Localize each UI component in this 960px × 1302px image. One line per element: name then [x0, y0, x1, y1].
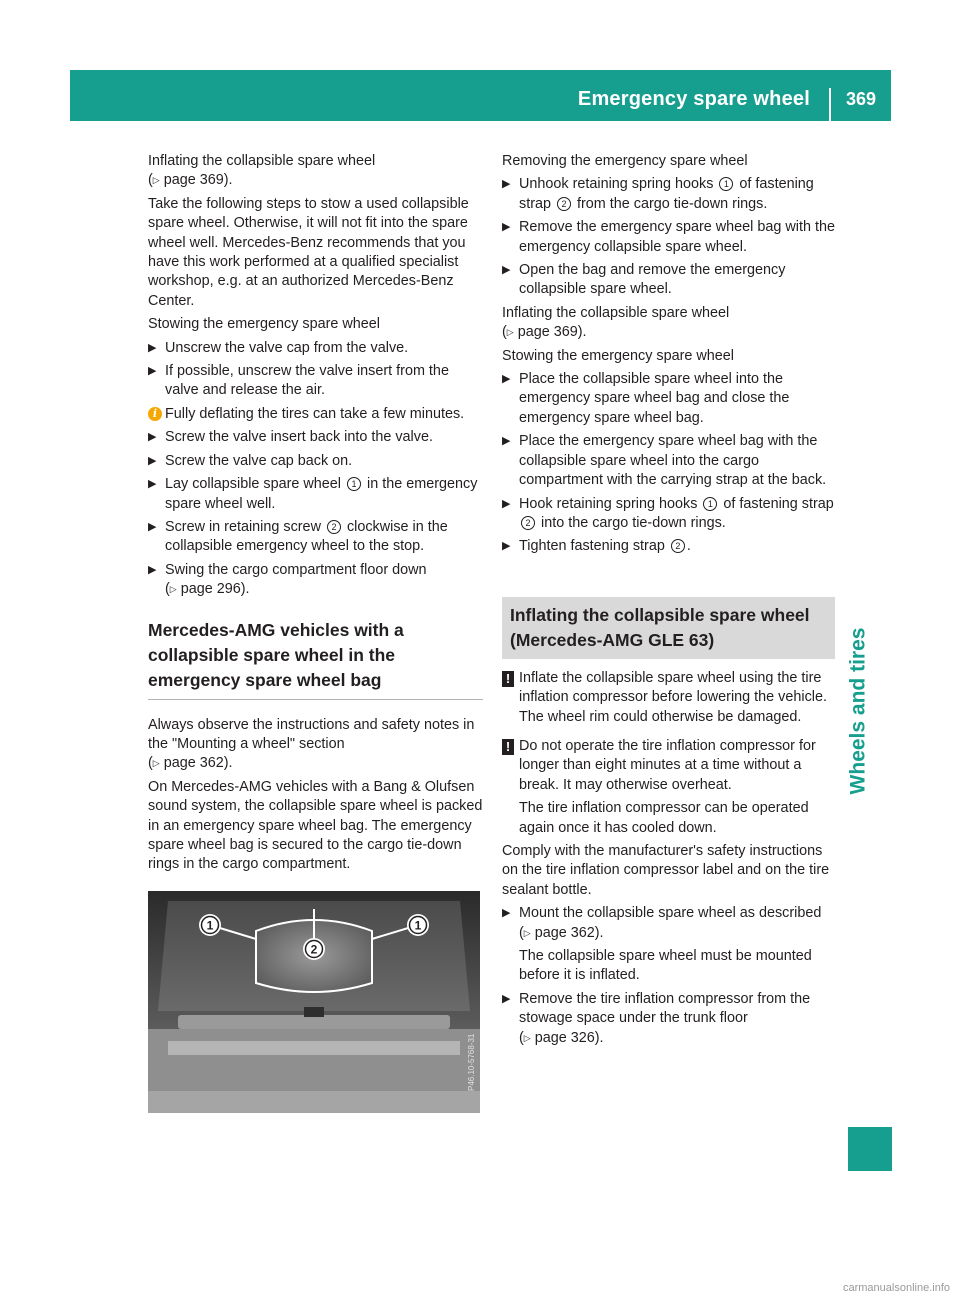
paragraph: Inflating the collapsible spare wheel (▷ page 369). — [148, 153, 376, 189]
step-arrow-icon: ▶ — [502, 264, 511, 277]
photo-marker-2: 2 — [310, 942, 318, 957]
right-column — [502, 152, 835, 1052]
page-link[interactable]: page 362). — [534, 924, 604, 941]
side-tab-block — [848, 1127, 892, 1171]
paragraph: Comply with the manufacturer's safety instructions on the tire inflation compressor label and on the tire sealant bottle. — [502, 842, 830, 898]
step-item: ▶ Remove the tire inflation compressor from the stowage space under the trunk floor (▷ page 326). — [502, 990, 811, 1046]
page-link[interactable]: page 326). — [534, 1029, 604, 1046]
step-arrow-icon: ▶ — [148, 454, 157, 467]
marker-1: 1 — [719, 177, 733, 191]
paragraph: Stowing the emergency spare wheel — [148, 316, 380, 333]
photo-code: P46.10-5768-31 — [467, 1033, 476, 1091]
info-note: i Fully deflating the tires can take a few minutes. — [148, 405, 483, 424]
warning-note: ! Do not operate the tire inflation compressor for longer than eight minutes at a time without a break. It may otherwise overheat. The tire inflation compressor can be operated again once it has cooled down. — [502, 737, 835, 838]
step-item: ▶ Swing the cargo compartment floor down (▷ page 296). — [148, 561, 427, 598]
step-arrow-icon: ▶ — [502, 178, 511, 191]
step-item: ▶ Remove the emergency spare wheel bag with the emergency collapsible spare wheel. — [502, 219, 835, 255]
step-arrow-icon: ▶ — [502, 540, 511, 553]
step-item: ▶ Place the collapsible spare wheel into the emergency spare wheel bag and close the emergency spare wheel bag. — [502, 371, 790, 426]
step-item: ▶ If possible, unscrew the valve insert from the valve and release the air. — [148, 363, 449, 399]
section-title-grey: Inflating the collapsible spare wheel (Mercedes-AMG GLE 63) — [502, 597, 835, 659]
step-item: ▶ Screw the valve cap back on. — [148, 452, 483, 471]
paragraph: Stowing the emergency spare wheel — [502, 347, 734, 364]
marker-2: 2 — [557, 197, 571, 211]
side-tab — [836, 611, 880, 811]
step-arrow-icon: ▶ — [502, 435, 511, 448]
step-item: ▶ Hook retaining spring hooks 1 of fastening strap 2 into the cargo tie-down rings. — [502, 495, 834, 531]
paragraph: Take the following steps to stow a used collapsible spare wheel. Otherwise, it will not fit into the spare wheel well. Mercedes-Benz recommends that you have this work performed at a qualified specialist workshop, e.g. at an authorized Mercedes-Benz Center. — [148, 195, 469, 309]
step-item: ▶ Unhook retaining spring hooks 1 of fastening strap 2 from the cargo tie-down rings. — [502, 176, 814, 212]
marker-1: 1 — [347, 477, 361, 491]
cargo-photo — [148, 891, 480, 1113]
step-item: ▶ Open the bag and remove the emergency collapsible spare wheel. — [502, 262, 786, 298]
page-number: 369 — [845, 89, 877, 109]
page-ref-icon: ▷ — [152, 758, 160, 769]
paragraph: Inflating the collapsible spare wheel (▷ page 369). — [502, 304, 730, 341]
paragraph: Removing the emergency spare wheel — [502, 153, 748, 169]
warning-note: ! Inflate the collapsible spare wheel using the tire inflation compressor before lowering the vehicle. The wheel rim could otherwise be damaged. — [502, 669, 835, 727]
marker-1: 1 — [703, 497, 717, 511]
warning-icon: ! — [502, 739, 514, 755]
page-ref-icon: ▷ — [169, 584, 177, 595]
step-item: ▶ Place the emergency spare wheel bag with the collapsible spare wheel into the cargo compartment with the carrying strap at the back. — [502, 433, 827, 489]
header-title: Emergency spare wheel — [577, 88, 810, 110]
marker-2: 2 — [521, 516, 535, 530]
warning-subtext: The tire inflation compressor can be operated again once it has cooled down. — [519, 800, 809, 836]
step-item: ▶ Lay collapsible spare wheel 1 in the emergency spare wheel well. — [148, 476, 478, 512]
page-ref-icon: ▷ — [523, 1032, 531, 1043]
page-ref-icon: ▷ — [152, 175, 160, 186]
page-header — [70, 70, 891, 121]
step-arrow-icon: ▶ — [148, 431, 157, 444]
step-item: ▶ Mount the collapsible spare wheel as described (▷ page 362). The collapsible spare wheel must be mounted before it is inflated. — [502, 904, 835, 986]
warning-icon: ! — [502, 671, 514, 687]
section-title: Mercedes-AMG vehicles with a collapsible spare wheel in the emergency spare wheel bag — [148, 618, 483, 700]
step-item: ▶ Screw the valve insert back into the valve. — [148, 428, 483, 447]
photo-marker-1-right: 1 — [414, 918, 422, 933]
step-item: ▶ Screw in retaining screw 2 clockwise in the collapsible emergency wheel to the stop. — [148, 518, 448, 555]
step-arrow-icon: ▶ — [502, 907, 511, 920]
page-ref-icon: ▷ — [523, 927, 531, 938]
page-link[interactable]: page 369). — [163, 172, 233, 189]
page-link[interactable]: page 369). — [517, 324, 587, 341]
step-arrow-icon: ▶ — [148, 563, 157, 576]
paragraph: Always observe the instructions and safety notes in the "Mounting a wheel" section (▷ page 362). — [148, 716, 475, 772]
step-arrow-icon: ▶ — [502, 221, 511, 234]
step-arrow-icon: ▶ — [148, 365, 157, 378]
step-item: ▶ Unscrew the valve cap from the valve. — [148, 339, 483, 358]
page-link[interactable]: page 362). — [163, 755, 233, 772]
step-item: ▶ Tighten fastening strap 2 . — [502, 537, 835, 556]
paragraph: On Mercedes-AMG vehicles with a Bang & Olufsen sound system, the collapsible spare wheel is packed in an emergency spare wheel bag. The emergency spare wheel bag is secured to the cargo tie-down rings in the cargo compartment. — [148, 778, 483, 873]
page-ref-icon: ▷ — [506, 327, 514, 338]
cargo-photo-graphic — [148, 891, 480, 1113]
step-arrow-icon: ▶ — [502, 497, 511, 510]
step-arrow-icon: ▶ — [148, 520, 157, 533]
step-arrow-icon: ▶ — [148, 478, 157, 491]
step-arrow-icon: ▶ — [148, 341, 157, 354]
step-arrow-icon: ▶ — [502, 992, 511, 1005]
page-link[interactable]: page 296). — [180, 581, 250, 598]
left-column — [148, 152, 483, 1113]
photo-marker-1-left: 1 — [206, 918, 214, 933]
footer-watermark: carmanualsonline.info — [842, 1282, 950, 1294]
marker-2: 2 — [327, 520, 341, 534]
info-icon: i — [148, 407, 162, 421]
step-arrow-icon: ▶ — [502, 373, 511, 386]
step-subtext: The collapsible spare wheel must be mounted before it is inflated. — [519, 948, 812, 984]
marker-2: 2 — [671, 539, 685, 553]
side-tab-label: Wheels and tires — [846, 627, 870, 795]
